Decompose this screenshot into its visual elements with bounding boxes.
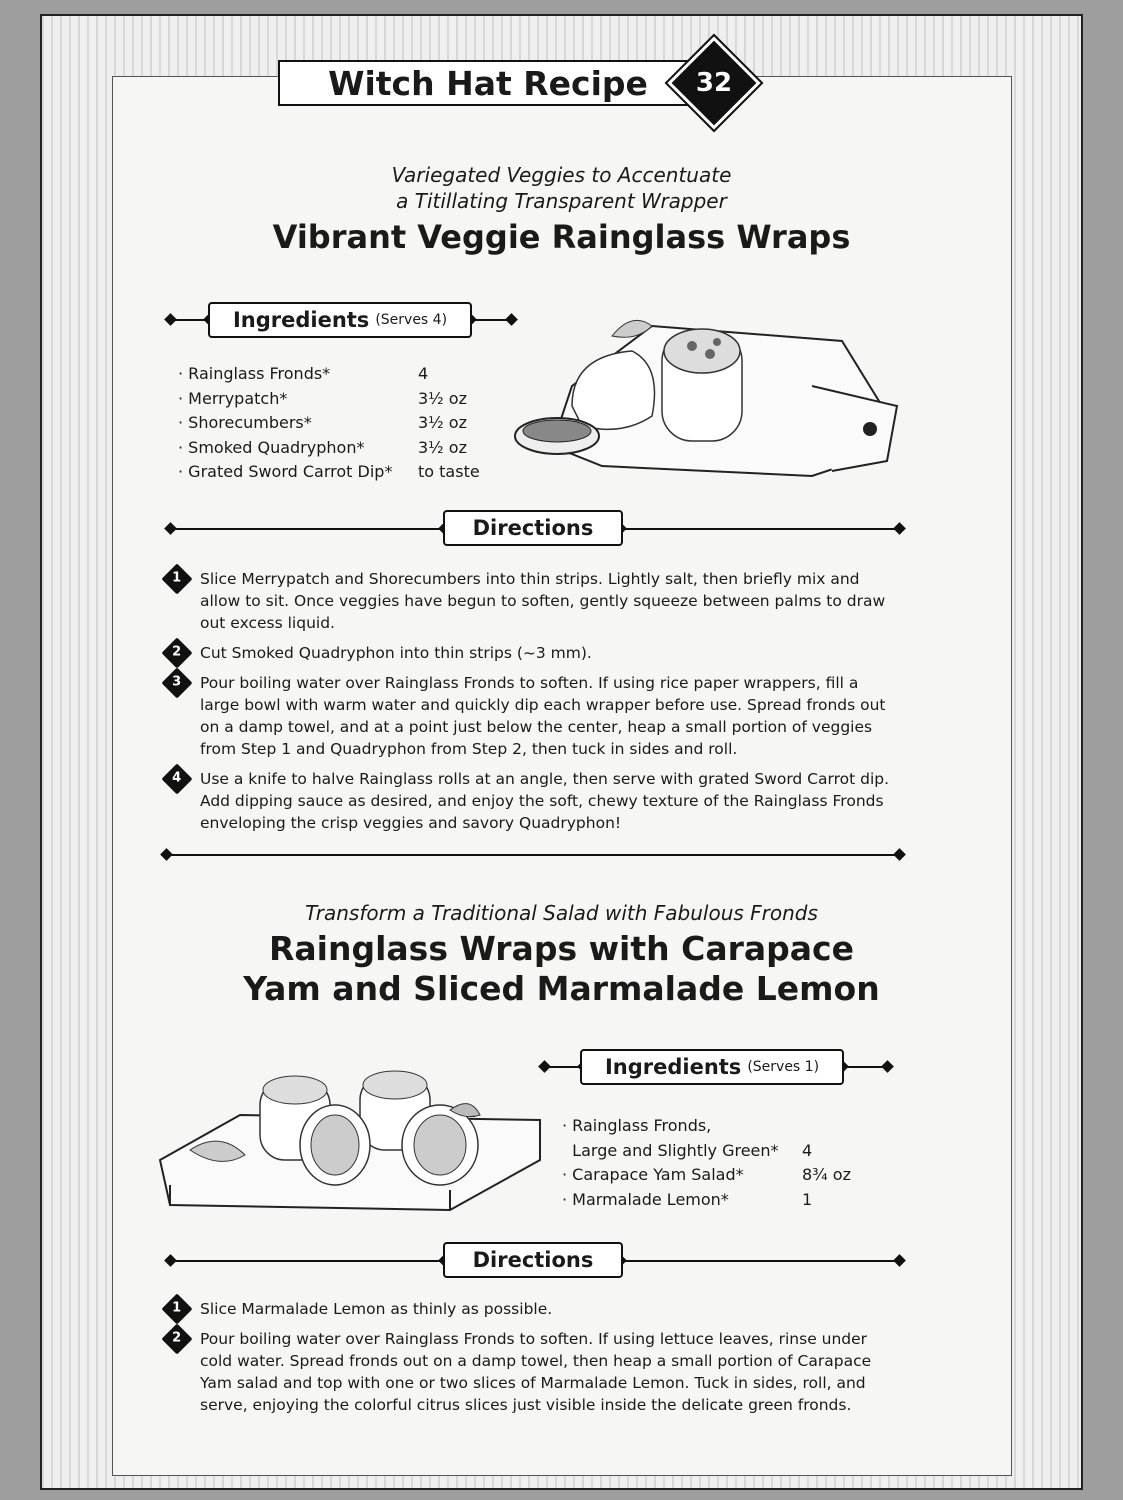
list-item: 1 Slice Marmalade Lemon as thinly as possible. — [166, 1298, 894, 1320]
section-divider — [166, 854, 900, 856]
wrap-board-illustration — [512, 296, 902, 496]
serves-label: (Serves 1) — [747, 1059, 820, 1075]
recipe2-ingredients-list — [562, 1114, 851, 1212]
list-item: 2 Pour boiling water over Rainglass Fronds to soften. If using lettuce leaves, rinse under cold water. Spread fronds out on a damp towel, then heap a small portion of Carapace Yam salad and top with one or two slices of Marmalade Lemon. Tuck in sides, roll, and serve, enjoying the colorful citrus slices just visible inside the delicate green fronds. — [166, 1328, 894, 1416]
step-number-badge: 4 — [161, 763, 192, 794]
divider — [620, 528, 900, 530]
divider — [170, 1260, 445, 1262]
list-item: · Smoked Quadryphon* 3½ oz — [178, 437, 467, 457]
list-item: 4 Use a knife to halve Rainglass rolls at an angle, then serve with grated Sword Carrot dip. Add dipping sauce as desired, and enjoy the soft, chewy texture of the Rainglass Fronds enveloping the crisp veggies and savory Quadryphon! — [166, 768, 894, 834]
list-item: 3 Pour boiling water over Rainglass Fronds to soften. If using rice paper wrappers, fill a large bowl with warm water and quickly dip each wrapper before use. Spread fronds out on a damp towel, and at a point just below the center, heap a small portion of veggies from Step 1 and Quadryphon from Step 2, then tuck in sides and roll. — [166, 672, 894, 760]
list-item: · Shorecumbers* 3½ oz — [178, 413, 467, 432]
recipe2-title-line1: Rainglass Wraps with Carapace — [269, 929, 854, 968]
recipe1-title: Vibrant Veggie Rainglass Wraps — [272, 218, 851, 256]
divider — [470, 319, 512, 321]
recipe1-subtitle-line1: Variegated Veggies to Accentuate — [391, 163, 732, 187]
recipe2-ingredients-header — [580, 1049, 844, 1085]
header-title: Witch Hat Recipe — [278, 60, 698, 106]
step-number-badge: 2 — [161, 1323, 192, 1354]
recipe1-subtitle-line2: a Titillating Transparent Wrapper — [396, 189, 727, 213]
recipe-number: 32 — [695, 68, 733, 98]
divider — [170, 528, 445, 530]
recipe2-directions — [166, 1298, 894, 1424]
list-item: · Rainglass Fronds, — [562, 1116, 712, 1135]
divider — [544, 1066, 584, 1068]
header-banner — [278, 48, 778, 118]
list-item: · Carapace Yam Salad* 8¾ oz — [562, 1165, 851, 1184]
divider — [620, 1260, 900, 1262]
list-item: 1 Slice Merrypatch and Shorecumbers into thin strips. Lightly salt, then briefly mix and allow to sit. Once veggies have begun to soften, gently squeeze between palms to draw out excess liquid. — [166, 568, 894, 634]
list-item: · Merrypatch* 3½ oz — [178, 388, 467, 408]
recipe1-directions-header: Directions — [443, 510, 623, 546]
step-number-badge: 3 — [161, 667, 192, 698]
list-item: · Rainglass Fronds* 4 — [178, 364, 429, 383]
step-number-badge: 1 — [161, 563, 192, 594]
ingredients-label: Ingredients — [604, 1055, 742, 1079]
recipe2-subtitle: Transform a Traditional Salad with Fabulous Fronds — [305, 901, 818, 925]
step-number-badge: 2 — [161, 637, 192, 668]
list-item: · Marmalade Lemon* 1 — [562, 1189, 813, 1209]
recipe1-ingredients-list — [178, 362, 480, 485]
recipe1-directions — [166, 568, 894, 842]
list-item: 2 Cut Smoked Quadryphon into thin strips (~3 mm). — [166, 642, 894, 664]
recipe2-directions-header: Directions — [443, 1242, 623, 1278]
list-item: · Grated Sword Carrot Dip* to taste — [178, 462, 480, 481]
serves-label: (Serves 4) — [375, 312, 448, 328]
rolls-board-illustration — [150, 1060, 550, 1220]
divider — [842, 1066, 888, 1068]
recipe1-ingredients-header — [208, 302, 472, 338]
recipe2-title-line2: Yam and Sliced Marmalade Lemon — [243, 969, 880, 1008]
ingredients-label: Ingredients — [232, 308, 370, 332]
list-item: Large and Slightly Green* 4 — [572, 1140, 813, 1160]
divider — [170, 319, 210, 321]
step-number-badge: 1 — [161, 1293, 192, 1324]
